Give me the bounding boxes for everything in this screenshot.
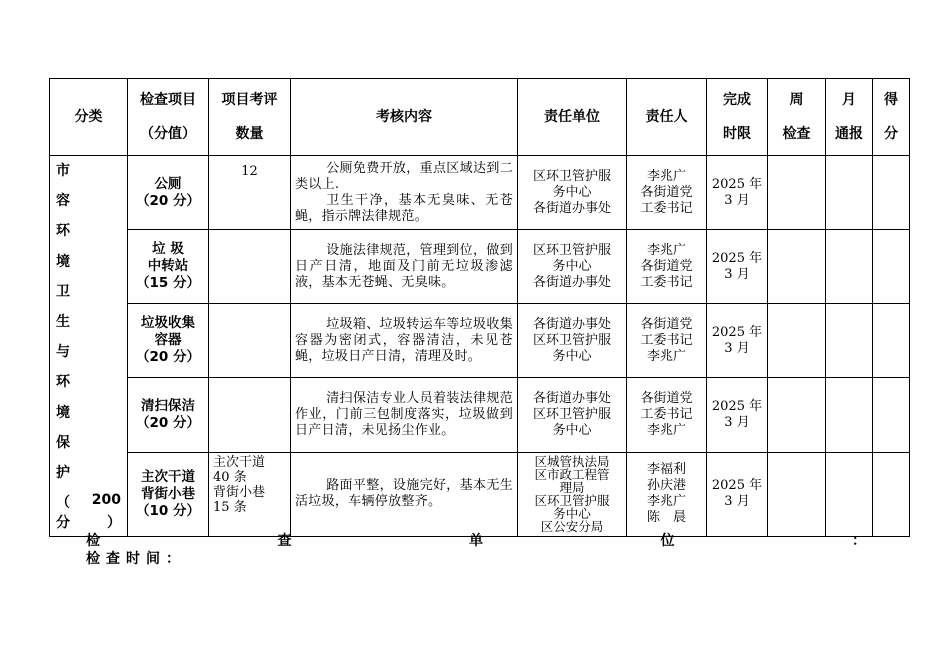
header-row xyxy=(50,79,910,156)
category-cell: 市 容 环 境 卫 生 与 环 境 保 护 （ 200 分 ） xyxy=(50,156,128,537)
count-cell xyxy=(209,230,291,304)
unit-cell: 区环卫管护服 务中心 各街道办事处 xyxy=(518,156,627,230)
header-weekly: 周 检查 xyxy=(768,79,826,156)
header-unit: 责任单位 xyxy=(518,79,627,156)
header-monthly: 月 通报 xyxy=(826,79,873,156)
deadline-cell: 2025 年 3 月 xyxy=(707,378,768,452)
unit-cell: 区城管执法局 区市政工程管 理局 区环卫管护服 务中心 区公安分局 xyxy=(518,452,627,537)
inspection-unit-line: 检 查 单 位 ： xyxy=(86,533,866,549)
item-cell: 垃 圾 中转站 （15 分） xyxy=(128,230,209,304)
score-cell[interactable] xyxy=(873,304,910,378)
table-row xyxy=(50,452,910,537)
inspection-time-line: 检查时间： xyxy=(86,551,186,567)
deadline-cell: 2025 年 3 月 xyxy=(707,230,768,304)
score-cell[interactable] xyxy=(873,378,910,452)
weekly-cell[interactable] xyxy=(768,156,826,230)
unit-cell: 区环卫管护服 务中心 各街道办事处 xyxy=(518,230,627,304)
deadline-cell: 2025 年 3 月 xyxy=(707,304,768,378)
person-cell: 各街道党 工委书记 李兆广 xyxy=(627,378,707,452)
weekly-cell[interactable] xyxy=(768,230,826,304)
score-cell[interactable] xyxy=(873,230,910,304)
monthly-cell[interactable] xyxy=(826,304,873,378)
person-cell: 各街道党 工委书记 李兆广 xyxy=(627,304,707,378)
content-cell: 清扫保洁专业人员着装法律规范作业，门前三包制度落实，垃圾做到日产日清，未见扬尘作业。 xyxy=(291,378,518,452)
table-row xyxy=(50,156,910,230)
deadline-cell: 2025 年 3 月 xyxy=(707,156,768,230)
score-cell[interactable] xyxy=(873,156,910,230)
content-cell: 垃圾箱、垃圾转运车等垃圾收集容器为密闭式，容器清洁，未见苍蝇，垃圾日产日清，清理及时。 xyxy=(291,304,518,378)
table-row xyxy=(50,304,910,378)
header-deadline: 完成 时限 xyxy=(707,79,768,156)
table-row xyxy=(50,378,910,452)
count-cell xyxy=(209,304,291,378)
unit-cell: 各街道办事处 区环卫管护服 务中心 xyxy=(518,304,627,378)
content-cell: 路面平整，设施完好，基本无生活垃圾，车辆停放整齐。 xyxy=(291,452,518,537)
person-cell: 李福利 孙庆港 李兆广 陈 晨 xyxy=(627,452,707,537)
content-cell: 公厕免费开放，重点区域达到二类以上. 卫生干净，基本无臭味、无苍蝇，指示牌法律规范。 xyxy=(291,156,518,230)
weekly-cell[interactable] xyxy=(768,452,826,537)
item-cell: 垃圾收集 容器 （20 分） xyxy=(128,304,209,378)
inspection-table xyxy=(49,78,910,537)
monthly-cell[interactable] xyxy=(826,378,873,452)
table-row xyxy=(50,230,910,304)
person-cell: 李兆广 各街道党 工委书记 xyxy=(627,230,707,304)
deadline-cell: 2025 年 3 月 xyxy=(707,452,768,537)
score-cell[interactable] xyxy=(873,452,910,537)
weekly-cell[interactable] xyxy=(768,304,826,378)
monthly-cell[interactable] xyxy=(826,452,873,537)
count-cell: 12 xyxy=(209,156,291,230)
item-cell: 主次干道 背街小巷 （10 分） xyxy=(128,452,209,537)
weekly-cell[interactable] xyxy=(768,378,826,452)
content-cell: 设施法律规范，管理到位，做到日产日清，地面及门前无垃圾渗滤液，基本无苍蝇、无臭味。 xyxy=(291,230,518,304)
header-count: 项目考评 数量 xyxy=(209,79,291,156)
item-cell: 清扫保洁 （20 分） xyxy=(128,378,209,452)
unit-cell: 各街道办事处 区环卫管护服 务中心 xyxy=(518,378,627,452)
header-score: 得 分 xyxy=(873,79,910,156)
monthly-cell[interactable] xyxy=(826,156,873,230)
header-person: 责任人 xyxy=(627,79,707,156)
count-cell xyxy=(209,378,291,452)
person-cell: 李兆广 各街道党 工委书记 xyxy=(627,156,707,230)
count-cell: 主次干道 40 条 背街小巷 15 条 xyxy=(209,452,291,537)
monthly-cell[interactable] xyxy=(826,230,873,304)
item-cell: 公厕 （20 分） xyxy=(128,156,209,230)
header-content: 考核内容 xyxy=(291,79,518,156)
header-item: 检查项目 （分值） xyxy=(128,79,209,156)
header-category: 分类 xyxy=(50,79,128,156)
